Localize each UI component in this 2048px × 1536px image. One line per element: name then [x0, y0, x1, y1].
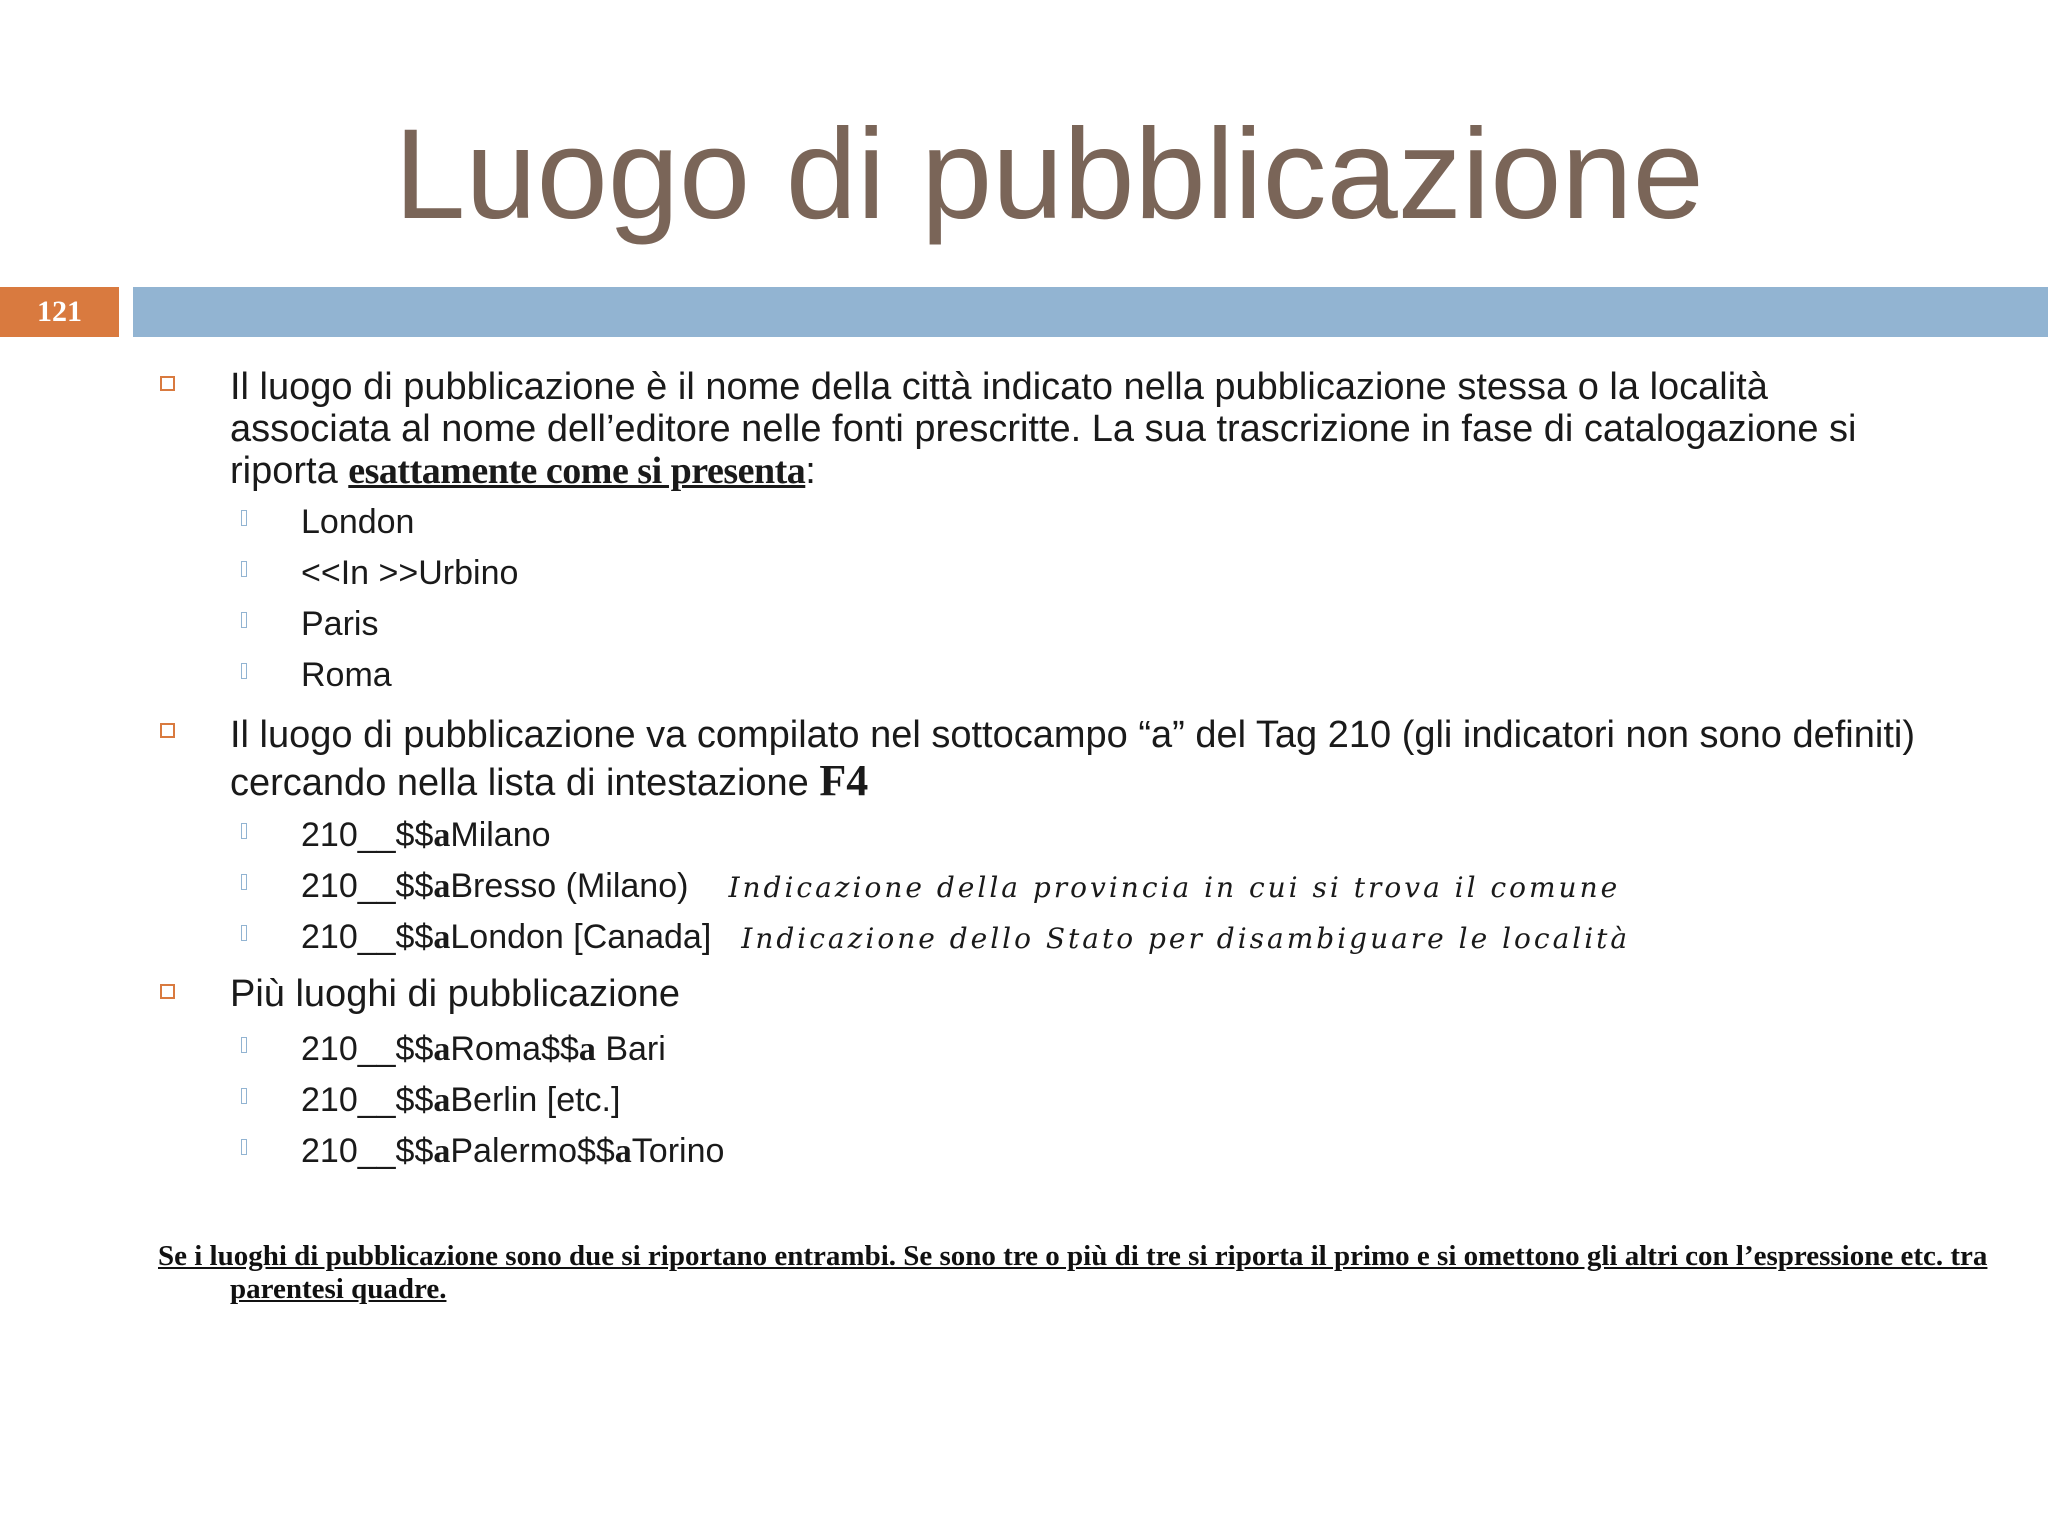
subfield-code: a: [614, 1133, 632, 1170]
bullet-2-text: [230, 712, 1930, 806]
sub-item: [301, 917, 1901, 959]
tag-prefix: 210__$$: [301, 1132, 434, 1170]
tag-prefix: 210__$$: [301, 816, 434, 854]
footer-note: Se i luoghi di pubblicazione sono due si riportano entrambi. Se sono tre o più di tre si riporta il primo e si omettono gli altri con l’espressione etc. tra parentesi quadre.: [158, 1240, 1988, 1305]
sub-bullet-icon: [241, 874, 247, 890]
tag-prefix: 210__$$: [301, 1030, 434, 1068]
bullet-2-body: Il luogo di pubblicazione va compilato nel sottocampo “a” del Tag 210 (gli indicatori non sono definiti) cercando nella lista di intestazione: [230, 714, 1915, 804]
sub-bullet-icon: [241, 1088, 247, 1104]
sub-bullet-icon: [241, 510, 247, 526]
sub-item: Roma: [301, 656, 392, 694]
bullet-2-emphasis: F4: [819, 756, 869, 805]
subfield-code: a: [433, 1082, 451, 1119]
slide-title: Luogo di pubblicazione: [394, 103, 1704, 246]
sub-item: [301, 866, 1901, 908]
place-value: London [Canada]: [450, 918, 712, 956]
place-value: Berlin [etc.]: [450, 1081, 621, 1119]
tag-prefix: 210__$$: [301, 1081, 434, 1119]
subfield-code: a: [433, 1133, 451, 1170]
place-value: Bari: [595, 1030, 666, 1068]
place-value: Roma$$: [450, 1030, 579, 1068]
bullet-1-body: Il luogo di pubblicazione è il nome della città indicato nella pubblicazione stessa o la località associata al nome dell’editore nelle fonti prescritte. La sua trascrizione in fase di catalogazione si riporta: [230, 366, 1857, 492]
sub-bullet-icon: [241, 1139, 247, 1155]
subfield-code: a: [433, 817, 451, 854]
sub-item: [301, 1029, 1901, 1070]
place-value: Bresso (Milano): [450, 867, 689, 905]
bullet-1-tail: :: [805, 450, 816, 492]
square-bullet-icon: [160, 376, 175, 391]
subfield-code: a: [578, 1031, 596, 1068]
subfield-code: a: [433, 868, 451, 905]
sub-bullet-icon: [241, 561, 247, 577]
sub-bullet-icon: [241, 1037, 247, 1053]
sub-bullet-icon: [241, 823, 247, 839]
annotation-note: Indicazione della provincia in cui si trova il comune: [728, 871, 1621, 904]
square-bullet-icon: [160, 984, 175, 999]
subfield-code: a: [433, 1031, 451, 1068]
place-value: Torino: [631, 1132, 725, 1170]
sub-item: London: [301, 503, 415, 541]
sub-bullet-icon: [241, 612, 247, 628]
bullet-3-text: Più luoghi di pubblicazione: [230, 973, 680, 1015]
place-value: Milano: [450, 816, 551, 854]
sub-item: [301, 1131, 1901, 1172]
header-band: [133, 287, 2048, 337]
slide-number: 121: [0, 287, 119, 337]
sub-item: [301, 1080, 1901, 1121]
sub-bullet-icon: [241, 663, 247, 679]
square-bullet-icon: [160, 723, 175, 738]
place-value: Palermo$$: [450, 1132, 615, 1170]
annotation-note: Indicazione dello Stato per disambiguare le località: [741, 922, 1631, 955]
tag-prefix: 210__$$: [301, 867, 434, 905]
bullet-1-text: [230, 366, 1930, 492]
sub-item: Paris: [301, 605, 379, 643]
subfield-code: a: [433, 919, 451, 956]
sub-bullet-icon: [241, 925, 247, 941]
bullet-1-emphasis: esattamente come si presenta: [348, 450, 806, 492]
tag-prefix: 210__$$: [301, 918, 434, 956]
sub-item: <<In >>Urbino: [301, 554, 519, 592]
sub-item: [301, 815, 1901, 856]
